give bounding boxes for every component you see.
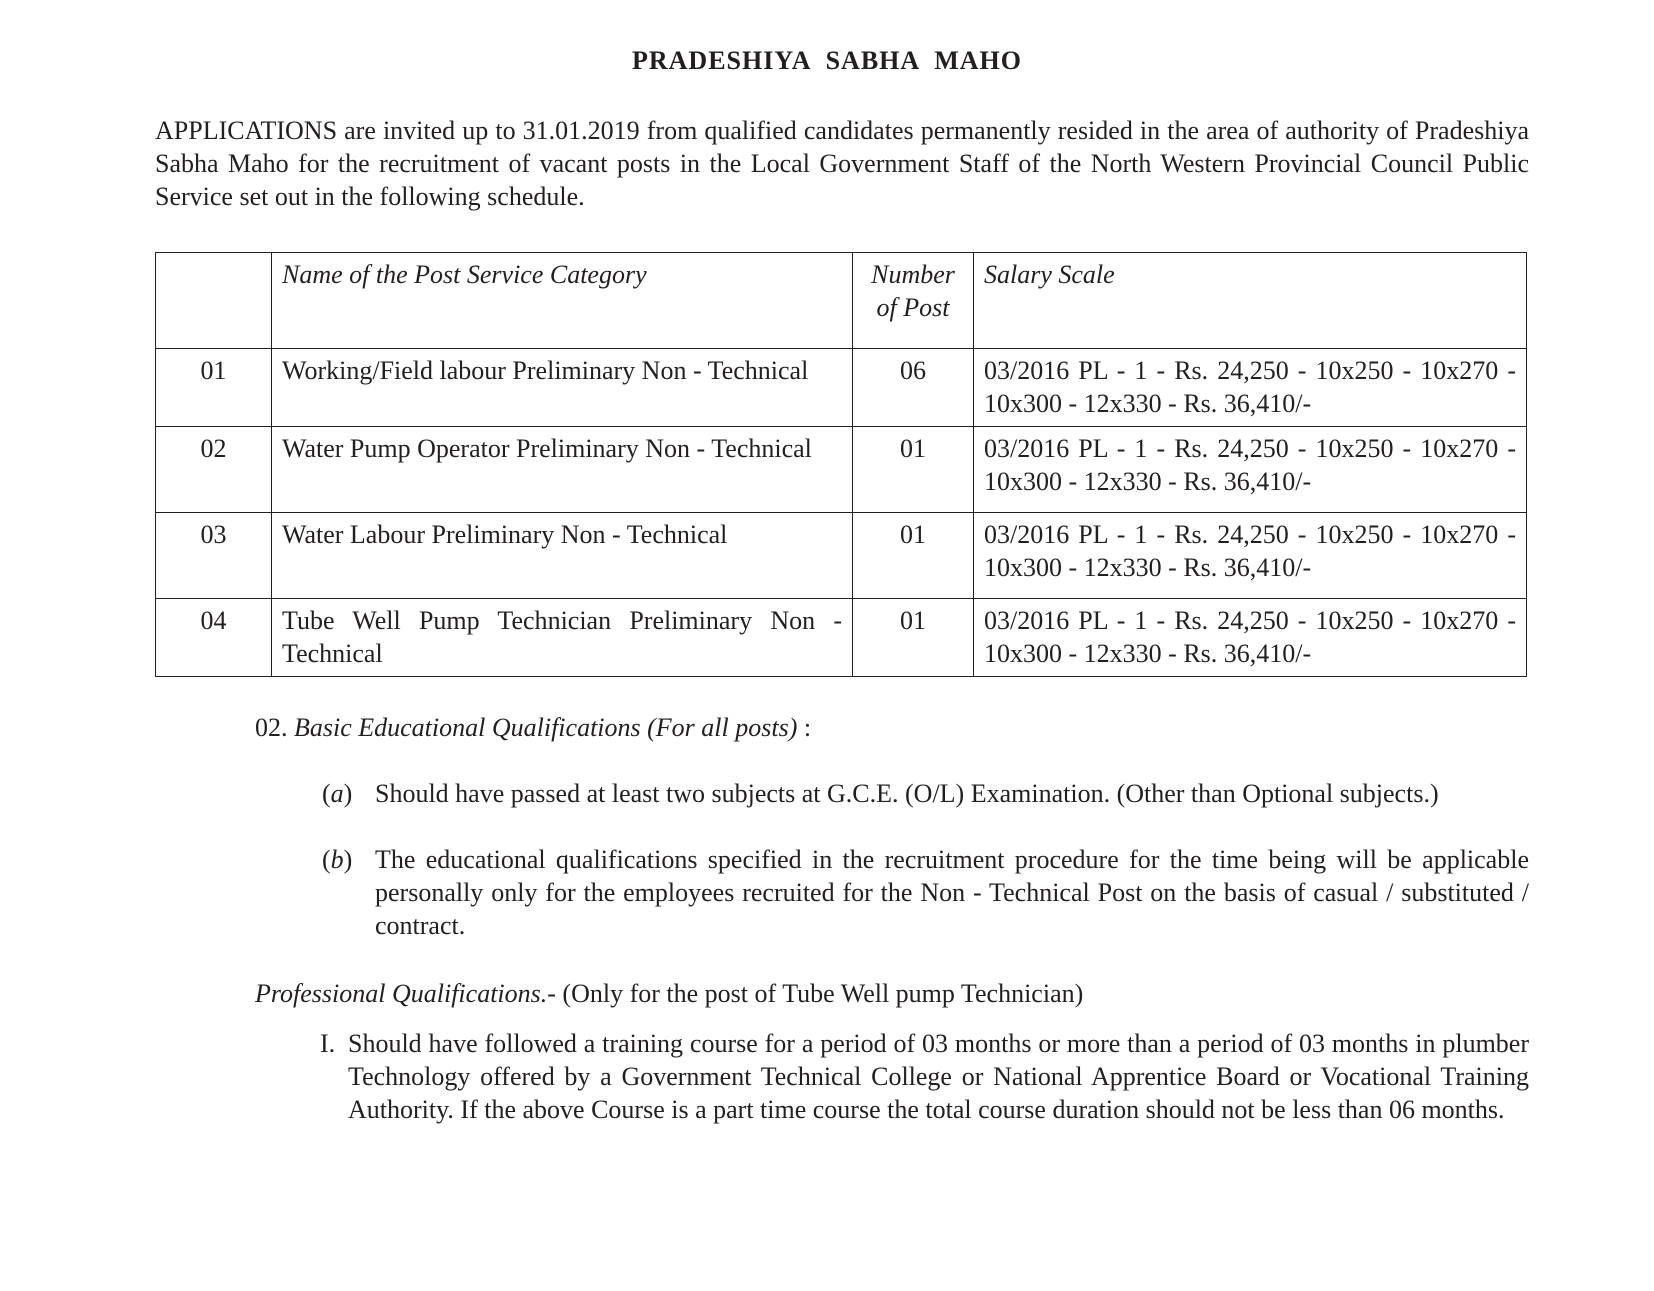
row-post-name: Water Labour Preliminary Non - Technical	[272, 513, 853, 599]
label-close-paren: )	[343, 845, 353, 874]
row-serial: 01	[156, 349, 272, 427]
header-post-name: Name of the Post Service Category	[272, 253, 853, 349]
list-item-text: Should have followed a training course for a period of 03 months or more than a period of 03 months in plumber Technology offered by a Government Technical College or National Apprentice Board or Vocational Training Authority. If the above Course is a part time course the total course duration should not be less than 06 months.	[348, 1029, 1529, 1124]
list-item	[322, 843, 1529, 942]
professional-qualifications-heading	[255, 977, 1083, 1010]
list-item-label: I.	[320, 1029, 336, 1058]
row-salary-scale: 03/2016 PL - 1 - Rs. 24,250 - 10x250 - 10x270 - 10x300 - 12x330 - Rs. 36,410/-	[974, 513, 1527, 599]
row-post-name: Working/Field labour Preliminary Non - Technical	[272, 349, 853, 427]
table-row	[156, 349, 1527, 427]
row-number-of-post: 01	[853, 599, 974, 677]
header-salary-scale: Salary Scale	[974, 253, 1527, 349]
row-serial: 04	[156, 599, 272, 677]
row-serial: 03	[156, 513, 272, 599]
intro-paragraph: APPLICATIONS are invited up to 31.01.2019 from qualified candidates permanently resided in the area of authority of Pradeshiya Sabha Maho for the recruitment of vacant posts in the Local Government Staff of the North Western Provincial Council Public Service set out in the following schedule.	[155, 116, 1529, 211]
table-row	[156, 513, 1527, 599]
row-salary-scale: 03/2016 PL - 1 - Rs. 24,250 - 10x250 - 10x270 - 10x300 - 12x330 - Rs. 36,410/-	[974, 349, 1527, 427]
professional-heading-text: Professional Qualifications.	[255, 979, 548, 1008]
document-title: PRADESHIYA SABHA MAHO	[632, 46, 1022, 75]
list-item-text: The educational qualifications specified in the recruitment procedure for the time being will be applicable personally only for the employees recruited for the Non - Technical Post on the basis of casual / substituted / contract.	[375, 845, 1529, 940]
section-heading-text: Basic Educational Qualifications (For all posts)	[294, 713, 798, 742]
list-item	[322, 777, 1529, 810]
header-number-of-post	[853, 253, 974, 349]
row-number-of-post: 01	[853, 427, 974, 513]
professional-heading-rest: - (Only for the post of Tube Well pump Technician)	[547, 979, 1084, 1008]
label-close-paren: )	[343, 779, 353, 808]
list-item-text: Should have passed at least two subjects at G.C.E. (O/L) Examination. (Other than Optional subjects.)	[375, 779, 1439, 808]
label-open-paren: (	[322, 779, 331, 808]
table-row	[156, 427, 1527, 513]
label-letter: a	[330, 779, 344, 808]
header-number-of-post-text: Number of Post	[871, 260, 955, 322]
posts-schedule-table	[155, 252, 1527, 677]
row-salary-scale: 03/2016 PL - 1 - Rs. 24,250 - 10x250 - 10x270 - 10x300 - 12x330 - Rs. 36,410/-	[974, 599, 1527, 677]
section-heading-colon: :	[797, 713, 812, 742]
section-number: 02.	[255, 713, 288, 742]
label-open-paren: (	[322, 845, 331, 874]
table-header-row	[156, 253, 1527, 349]
row-number-of-post: 06	[853, 349, 974, 427]
row-serial: 02	[156, 427, 272, 513]
list-item-label	[322, 777, 352, 810]
section-basic-qualifications-heading	[255, 711, 811, 744]
list-item	[320, 1027, 1529, 1126]
row-post-name: Tube Well Pump Technician Preliminary Non - Technical	[272, 599, 853, 677]
row-salary-scale: 03/2016 PL - 1 - Rs. 24,250 - 10x250 - 10x270 - 10x300 - 12x330 - Rs. 36,410/-	[974, 427, 1527, 513]
row-post-name: Water Pump Operator Preliminary Non - Technical	[272, 427, 853, 513]
table-row	[156, 599, 1527, 677]
header-number-column	[156, 253, 272, 349]
row-number-of-post: 01	[853, 513, 974, 599]
label-letter: b	[330, 845, 344, 874]
list-item-label	[322, 843, 352, 876]
